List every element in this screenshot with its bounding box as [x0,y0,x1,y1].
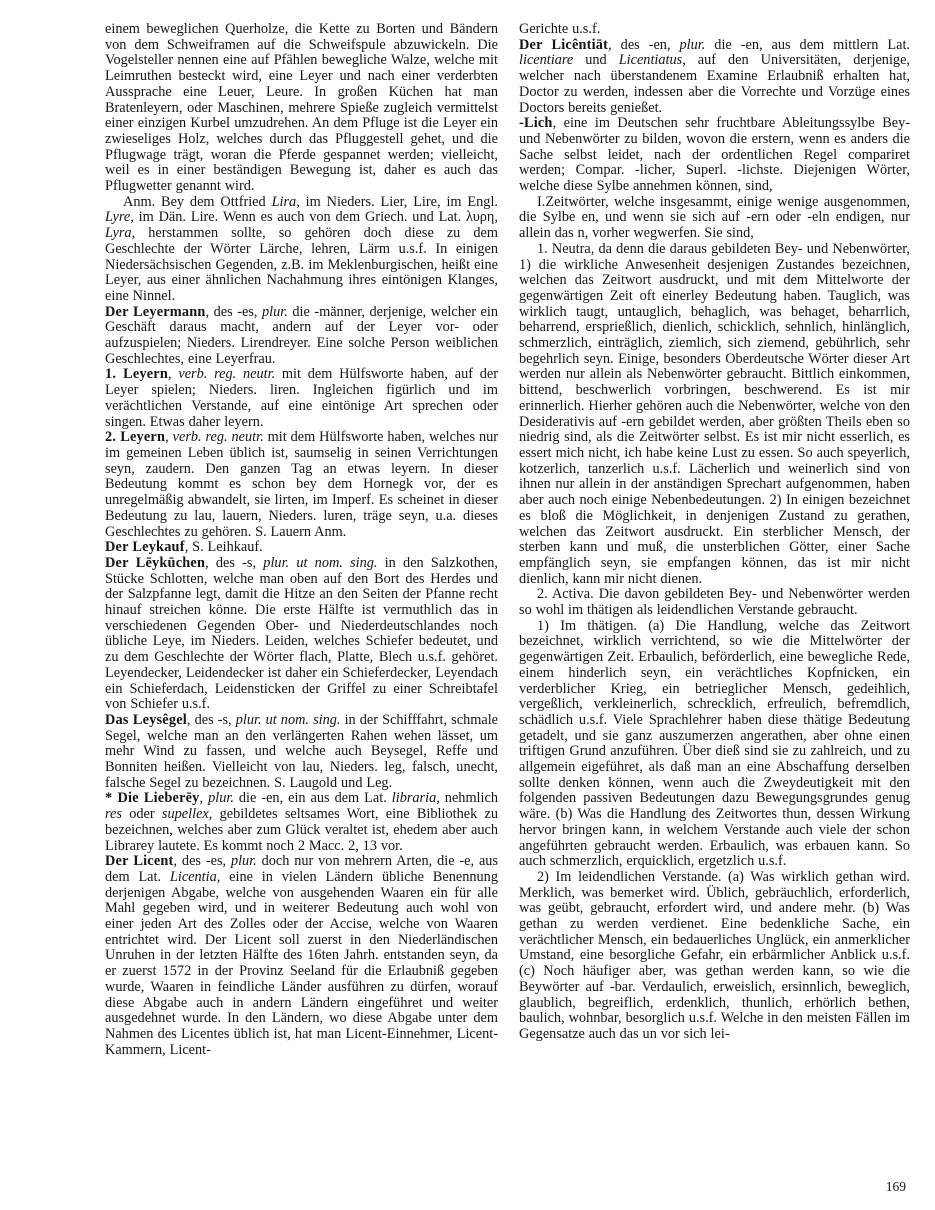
para-zeitwoerter: I.Zeitwörter, welche insgesammt, einige wenige ausgenommen, die Sylbe en, und wenn sie sich auf -ern oder -eln endigen, nur allein das n, vorher wegwerfen. Sie sind, [519,193,910,242]
para-im-leidendlichen: 2) Im leidendlichen Verstande. (a) Was wirklich gethan wird. Merklich, was bemerket wird. Üblich, gebräuchlich, erforderlich, was geübt, gebraucht, erfordert wird, und andere mehr. (b) Was gethan zu werden verdienet. Eine bedenkliche Sache, ein verächtlicher Mensch, ein bedauerliches Unglück, ein anmerklicher Umstand, eine besorgliche Gefahr, ein erbärmlicher Anblick u.s.f. (c) Noch häufiger aber, was gethan werden kann, so wie die Beywörter auf -bar. Verdaulich, erweislich, ersinnlich, beweglich, glaublich, begreiflich, erdenklich, thunlich, erhörlich bethen, baulich, wohnbar, besorglich u.s.f. Welche in den meisten Fällen im Gegensatze auch das un vor sich lei- [519,868,910,1042]
entry-lich: -Lich, eine im Deutschen sehr fruchtbare Ableitungssylbe Bey- und Nebenwörter zu bilden, wovon die erstern, wenn es anders die Sache selbst leidet, nach der ordentlichen Regel compariret werden; Compar. -licher, Superl. -lichste. Diejenigen Wörter, welche diese Sylbe annehmen können, sind, [519,115,910,195]
entry-leysegel: Das Leysêgel, des -s, plur. ut nom. sing. in der Schifffahrt, schmale Segel, welche man an den verlängerten Rahen wehen lässet, um mehr Wind zu fassen, und welche auch Beysegel, Reffe und Bonniten heißen. Vielleicht von lau, Nieders. leg, falsch, unecht, falsche Segel zu bezeichnen. S. Laugold und Leg. [105,711,499,791]
entry-leykuchen: Der Lēykūchen, des -s, plur. ut nom. sing. in den Salzkothen, Stücke Schlotten, welche man oben auf den Bort des Herdes und der Salzpfanne legt, damit die Hitze an den Seiten der Pfanne recht hinauf streichen könne. Die erste Hälfte ist vermuthlich das in verschiedenen Gegenden Ober- und Niederdeutschlandes noch übliche Leye, im Nieders. Leiden, welches Schiefer bedeutet, und zu dem Geschlechte der Wörter flach, Platte, Blech u.s.f. gehöret. Leyendecker, Leidendecker ist daher ein Schieferdecker, Leyendach ein Schieferdach, Leidensticken der Griffel zu einer Schreibtafel von Schiefer u.s.f. [105,554,499,713]
para-neutra: 1. Neutra, da denn die daraus gebildeten Bey- und Nebenwörter, 1) die wirkliche Anwesenheit desjenigen Zustandes bezeichnen, welchen das Zeitwort ausdruckt, und mit dem Mittelworte der gegenwärtigen Zeit oft einerley Bedeutung haben. Tauglich, was wirklich taugt, untauglich, behaglich, was behaget, beharrlich, beharrend, ersprießlich, dienlich, schicklich, sehnlich, hinlänglich, schmerzlich, einträglich, ziemlich, sich ziemend, gebührlich, sehr begehrlich seyn. Einige, besonders Oberdeutsche Wörter dieser Art werden nur allein als Nebenwörter gebraucht. Bittlich einkommen, bittend, beschwerlich vorbringen, beschwerend. Es ist mir erinnerlich. Hierher gehören auch die Nebenwörter, welche von den Desiderativis auf -ern gebildet werden, aber größten Theils eben so niedrig sind, als die Zeitwörter selbst. Es ist mir nicht esserlich, es essert mich nicht, ich habe keine Lust zu essen. So auch speyerlich, kotzerlich, tanzerlich u.s.f. Lächerlich und weinerlich sind von ihnen nur allein in der anständigen Sprechart aufgenommen, haben aber auch noch einige Nebenbedeutungen. 2) In einigen bezeichnet es bloß die Möglichkeit, in denjenigen Zustand zu gerathen, welchen das Zeitwort ausdruckt. Ein sterblicher Mensch, der sterben kann und muß, die unsterblichen Götter, einer Sache empfänglich seyn, sie empfangen können, das ist mir nicht dienlich, kann mir nicht dienen. [519,240,910,587]
para-im-thaetigen: 1) Im thätigen. (a) Die Handlung, welche das Zeitwort bezeichnet, wirklich verrichtend, so wie die Mittelwörter der gegenwärtigen Zeit. Erbaulich, beförderlich, eine bewegliche Rede, einem hinderlich seyn, ein verächtliches Kopfnicken, ein verderblicher Krieg, ein betrieglicher Mensch, gedeihlich, vergeßlich, verkleinerlich, schrecklich, erfreulich, befremdlich, schädlich u.s.f. Viele Sprachlehrer haben diese thätige Bedeutung getadelt, und sie ganz auszumerzen angerathen, aber ohne einen triftigen Grund anzuführen. Über dieß sind sie zu zahlreich, und zu allgemein eigeführet, als daß man an eine Abschaffung derselben sollte denken können, wenn auch die Zweydeutigkeit mit den folgenden passiven Bedeutungen dazu Bewegungsgrundes genug wäre. (b) Was die Handlung des Zeitwortes thun, dessen Wirkung hervor bringen kann, in welchem Verstande auch viele der schon angeführten gebraucht werden. Erbaulich, was erbauen kann. So auch schmerzlich, erquicklich, ergetzlich u.s.f. [519,617,910,870]
page-number: 169 [885,1179,906,1194]
entry-leyermann: Der Leyermann, des -es, plur. die -männer, derjenige, welcher ein Geschäft daraus macht, andern auf der Leyer vor- oder aufzuspielen; Nieders. Lirendreyer. Eine solche Person weiblichen Geschlechtes, eine Leyerfrau. [105,303,498,367]
text-columns [105,22,910,1058]
entry-leyer-continuation: einem beweglichen Querholze, die Kette zu Borten und Bändern von dem Schweiframen auf die Schweifspule abzuwickeln. Die Vogelsteller nennen eine auf Pfählen bewegliche Walze, welche mit Leimruthen besteckt wird, eine Leyer und nach einer verderbten Aussprache eine Leuer, Leure. In großen Küchen hat man Bratenleyern, oder Maschinen, mehrere Spieße zugleich vermittelst einer einzigen Kurbel umzudrehen. An dem Pfluge ist die Leyer ein zwieseliges Holz, welches durch das Pfluggestell gehet, und die Pflugwage trägt, woran die Pferde gespannet werden; vielleicht, weil es in einer beständigen Bewegung ist, daher es auch das Pflugwetter genannt wird. [105,21,498,195]
entry-lieberey: * Die Lieberēy, plur. die -en, ein aus dem Lat. libraria, nehmlich res oder supellex, gebildetes seltsames Wort, eine Bibliothek zu bezeichnen, welches aber zum Glück veraltet ist, ehedem aber auch Librarey lautete. Es kommt noch 2 Macc. 2, 13 vor. [105,790,498,854]
entry-licent-continuation: Gerichte u.s.f. [519,21,601,37]
entry-licent: Der Licent, des -es, plur. doch nur von mehrern Arten, die -e, aus dem Lat. Licentia, eine in vielen Ländern übliche Benennung derjenigen Abgabe, welche von ausgehenden Waaren ein für alle Mahl gegeben wird, und in weiterer Bedeutung auch wohl von einer jeden Art des Zolles oder der Accise, welche von Waaren entrichtet wird. Der Licent soll zuerst in den Niederländischen Unruhen in der letzten Hälfte des 16ten Jahrh. entstanden seyn, da er zuerst 1572 in der Provinz Seeland für die Erlaubniß gegeben wurde, Waaren in feindliche Länder ausführen zu dürfen, worauf diese Abgabe auch in andern Ländern eingeführet und weiter ausgedehnet wurde. In den Ländern, wo diese Abgabe unter dem Nahmen des Licentes üblich ist, hat man Licent-Einnehmer, Licent-Kammern, Licent- [105,853,498,1058]
entry-licentiat: Der Licêntiāt, des -en, plur. die -en, aus dem mittlern Lat. licentiare und Licentiatus, auf den Universitäten, derjenige, welcher nach überstandenem Examine Erlaubniß erhalten hat, Doctor zu werden, indessen aber die Vorrechte und Vorzüge eines Doctors bereits genießet. [519,36,910,116]
para-activa: 2. Activa. Die davon gebildeten Bey- und Nebenwörter werden so wohl im thätigen als leidendlichen Verstande gebraucht. [519,586,910,619]
entry-leyern-2: 2. Leyern, verb. reg. neutr. mit dem Hülfsworte haben, welches nur im gemeinen Leben üblich ist, saumselig in seinen Verrichtungen seyn, zaudern. Den ganzen Tag an etwas leyern. In dieser Bedeutung kommt es schon bey dem Hornegk vor, der es unregelmäßig abwandelt, sie lirten, im Imperf. Es scheinet in dieser Bedeutung zu lau, lauern, Nieders. luren, träge seyn, u.a. dieses Geschlechtes zu gehören. S. Lauern Anm. [105,429,499,540]
entry-leykauf: Der Leykauf, S. Leihkauf. [105,539,263,556]
column-left [105,22,498,1058]
anm-paragraph: Anm. Bey dem Ottfried Lira, im Nieders. Lier, Lire, im Engl. Lyre, im Dän. Lire. Wenn es auch von dem Griech. und Lat. λυρη, Lyra, herstammen sollte, so gehören doch diese zu dem Geschlechte der Wörter Lärche, lehren, Lärm u.s.f. In einigen Niedersächsischen Gegenden, z.B. im Meklenburgischen, heißt eine Leyer, aus einer ähnlichen Nachahmung ihres eintönigen Klanges, eine Ninnel. [105,193,498,304]
entry-leyern-1: 1. Leyern, verb. reg. neutr. mit dem Hülfsworte haben, auf der Leyer spielen; Nieders. liren. Ingleichen figürlich und im verächtlichen Verstande, auf eine eintönige Art sprechen oder singen. Etwas daher leyern. [105,366,499,430]
column-right [519,22,910,1058]
